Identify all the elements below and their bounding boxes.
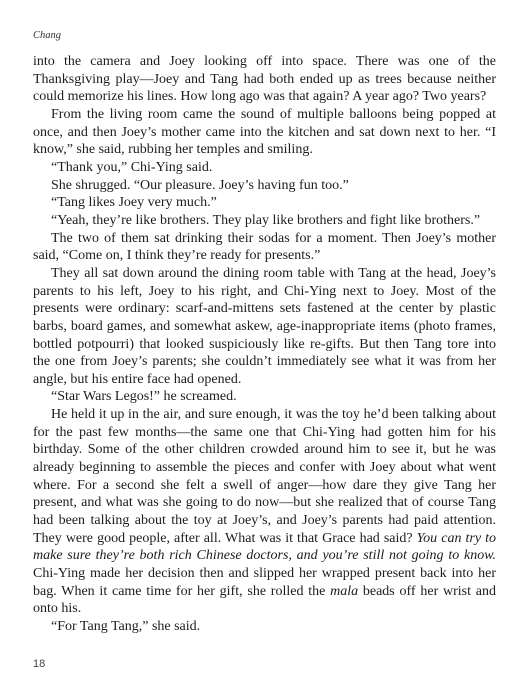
text-run: into the camera and Joey looking off into space. There was one of the Thanksgiving play—Joey and Tang had both ended up as trees because neither could memorize his lines. How long ago was that again? A year ago? Two years? bbox=[33, 54, 496, 105]
text-run: “Yeah, they’re like brothers. They play like brothers and fight like brothers.” bbox=[51, 212, 481, 228]
paragraph bbox=[33, 106, 496, 159]
paragraph bbox=[33, 159, 496, 177]
body-text bbox=[33, 53, 496, 636]
italic-text: mala bbox=[330, 583, 359, 599]
paragraph bbox=[33, 53, 496, 106]
paragraph bbox=[33, 194, 496, 212]
text-run: “Thank you,” Chi-Ying said. bbox=[51, 159, 213, 175]
text-run: From the living room came the sound of multiple balloons being popped at once, and then Joey’s mother came into the kitchen and sat down next to her. “I know,” she said, rubbing her temples and smiling. bbox=[33, 106, 496, 158]
paragraph bbox=[33, 212, 496, 230]
text-run: beads off her wrist and onto his. bbox=[33, 583, 496, 617]
text-run: Chi-Ying made her decision then and slipped her wrapped present back into her bag. When it came time for her gift, she rolled the bbox=[33, 566, 496, 599]
italic-text: You can try to make sure they’re both rich Chinese doctors, and you’re still not going to know. bbox=[33, 530, 497, 564]
paragraph bbox=[33, 177, 496, 195]
paragraph bbox=[33, 388, 496, 406]
page-number: 18 bbox=[33, 658, 46, 670]
text-run: The two of them sat drinking their sodas for a moment. Then Joey’s mother said, “Come on, I think they’re ready for presents.” bbox=[33, 230, 496, 264]
text-run: “For Tang Tang,” she said. bbox=[51, 619, 201, 634]
text-run: He held it up in the air, and sure enough, it was the toy he’d been talking about for the past few months—the same one that Chi-Ying had gotten him for his birthday. Some of the other children crowded around him to see it, but he was already beginning to assemble the pieces and confer with Joey about what went where. For a second she felt a swell of anger—how dare they give Tang her present, and what was she going to do now—but she realized that of course Tang had been talking about the toy at Joey’s, and Joey’s parents had paid attention. They were good people, after all. What was it that Grace had said? bbox=[33, 407, 496, 546]
paragraph bbox=[33, 406, 496, 618]
paragraph bbox=[33, 230, 496, 265]
text-run: They all sat down around the dining room table with Tang at the head, Joey’s parents to his left, Joey to his right, and Chi-Ying next to Joey. Most of the presents were ordinary: scarf-and-mittens sets fastened at the center by plastic barbs, board games, and somewhat askew, age-inappropriate items (photo frames, bottled potpourri) that looked suspiciously like re-gifts. But then Tang tore into the one from Joey’s parents; she couldn’t immediately see what it was from her angle, but his entire face had opened. bbox=[33, 265, 496, 387]
text-run: “Star Wars Legos!” he screamed. bbox=[51, 389, 237, 405]
paragraph bbox=[33, 265, 496, 389]
text-run: “Tang likes Joey very much.” bbox=[51, 195, 217, 211]
running-head: Chang bbox=[33, 30, 62, 41]
paragraph bbox=[33, 618, 496, 636]
text-run: She shrugged. “Our pleasure. Joey’s having fun too.” bbox=[51, 177, 349, 193]
